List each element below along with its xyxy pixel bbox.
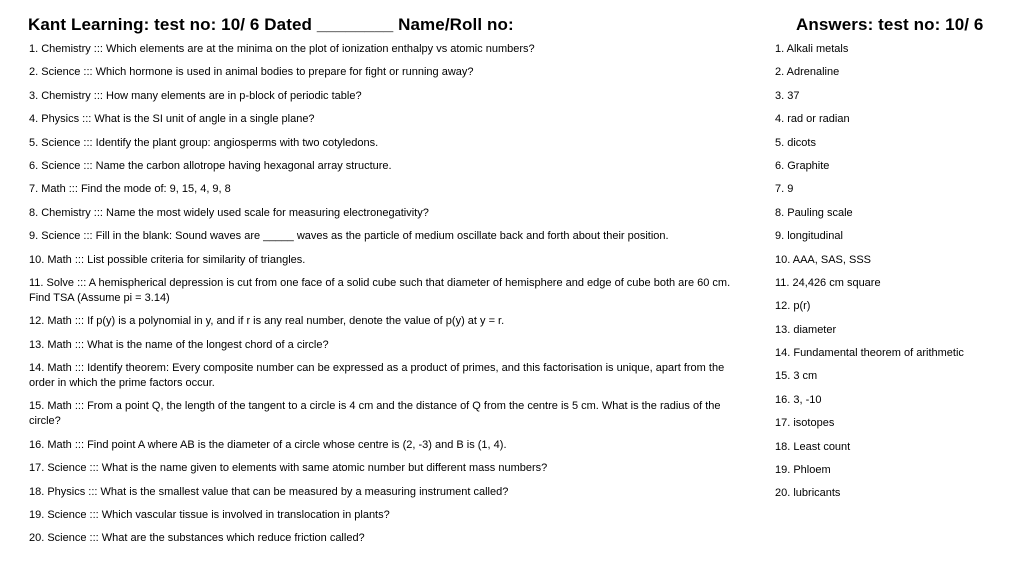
answer-item: 16. 3, -10 (775, 393, 822, 406)
question-item: 18. Physics ::: What is the smallest value that can be measured by a measuring instrument called? (29, 485, 509, 498)
answer-item: 19. Phloem (775, 464, 831, 477)
question-item: 13. Math ::: What is the name of the longest chord of a circle? (29, 338, 329, 351)
answer-list (775, 42, 975, 510)
answer-item: 11. 24,426 cm square (775, 276, 881, 289)
question-item: 19. Science ::: Which vascular tissue is involved in translocation in plants? (29, 509, 390, 522)
answer-item: 6. Graphite (775, 159, 830, 172)
answer-item: 14. Fundamental theorem of arithmetic (775, 347, 964, 360)
question-item: 15. Math ::: From a point Q, the length of the tangent to a circle is 4 cm and the distance of Q from the centre is 5 cm. What is the radius of the circle? (29, 400, 721, 428)
question-item: 8. Chemistry ::: Name the most widely used scale for measuring electronegativity? (29, 206, 429, 219)
answer-item: 8. Pauling scale (775, 206, 853, 219)
question-item: 3. Chemistry ::: How many elements are in p-block of periodic table? (29, 89, 362, 102)
page-title: Kant Learning: test no: 10/ 6 Dated ________ Name/Roll no: (28, 15, 514, 34)
answer-item: 1. Alkali metals (775, 43, 849, 55)
answer-item: 15. 3 cm (775, 370, 818, 383)
answer-item: 9. longitudinal (775, 230, 843, 243)
question-item: 4. Physics ::: What is the SI unit of angle in a single plane? (29, 113, 315, 126)
question-list (29, 42, 731, 555)
question-item: 12. Math ::: If p(y) is a polynomial in y, and if r is any real number, denote the value of p(y) at y = r. (29, 315, 505, 328)
answer-item: 20. lubricants (775, 487, 841, 500)
question-item: 7. Math ::: Find the mode of: 9, 15, 4, 9, 8 (29, 183, 231, 196)
answer-item: 5. dicots (775, 136, 816, 149)
question-item: 17. Science ::: What is the name given to elements with same atomic number but different mass numbers? (29, 462, 548, 475)
answer-item: 18. Least count (775, 440, 851, 453)
question-item: 16. Math ::: Find point A where AB is the diameter of a circle whose centre is (2, -3) and B is (1, 4). (29, 438, 507, 451)
question-item: 9. Science ::: Fill in the blank: Sound waves are _____ waves as the particle of medium oscillate back and forth about their position. (29, 230, 669, 243)
question-item: 14. Math ::: Identify theorem: Every composite number can be expressed as a product of primes, and this factorisation is unique, apart from the order in which the prime factors occur. (29, 362, 725, 390)
question-item: 1. Chemistry ::: Which elements are at the minima on the plot of ionization enthalpy vs atomic numbers? (29, 43, 535, 55)
question-item: 11. Solve ::: A hemispherical depression is cut from one face of a solid cube such that diameter of hemisphere and edge of cube both are 60 cm. Find TSA (Assume pi = 3.14) (29, 276, 731, 304)
answer-item: 2. Adrenaline (775, 66, 840, 79)
answer-item: 17. isotopes (775, 417, 835, 430)
answer-item: 10. AAA, SAS, SSS (775, 253, 871, 266)
question-item: 5. Science ::: Identify the plant group: angiosperms with two cotyledons. (29, 136, 379, 149)
question-item: 6. Science ::: Name the carbon allotrope having hexagonal array structure. (29, 159, 392, 172)
answer-item: 7. 9 (775, 183, 794, 196)
answers-title: Answers: test no: 10/ 6 (796, 15, 984, 34)
answer-item: 13. diameter (775, 323, 837, 336)
answer-item: 12. p(r) (775, 300, 811, 313)
question-item: 2. Science ::: Which hormone is used in animal bodies to prepare for fight or running away? (29, 66, 474, 79)
answer-item: 4. rad or radian (775, 113, 850, 126)
answer-item: 3. 37 (775, 89, 800, 102)
question-item: 20. Science ::: What are the substances which reduce friction called? (29, 532, 365, 545)
question-item: 10. Math ::: List possible criteria for similarity of triangles. (29, 253, 306, 266)
